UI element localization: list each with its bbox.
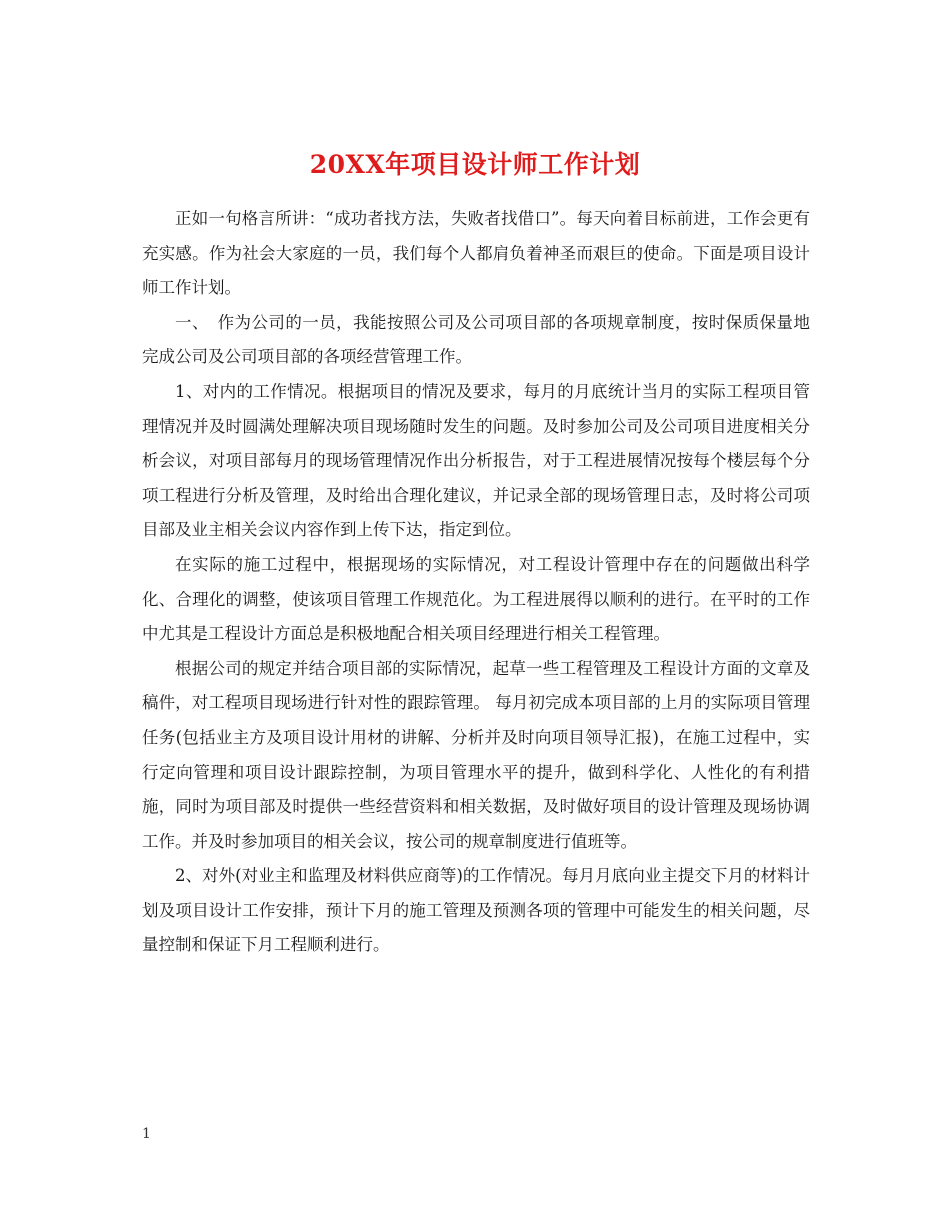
document-title: 20XX年项目设计师工作计划	[309, 149, 641, 179]
paragraph-internal-work: 1、对内的工作情况。根据项目的情况及要求，每月的月底统计当月的实际工程项目管理情况并及时圆满处理解决项目现场随时发生的问题。及时参加公司及公司项目进度相关分析会议，对项目部每月的现场管理情况作出分析报告，对于工程进展情况按每个楼层每个分项工程进行分析及管理，及时给出合理化建议，并记录全部的现场管理日志，及时将公司项目部及业主相关会议内容作到上传下达，指定到位。	[142, 381, 810, 540]
document-body	[142, 202, 810, 963]
paragraph-construction-process: 在实际的施工过程中，根据现场的实际情况，对工程设计管理中存在的问题做出科学化、合理化的调整，使该项目管理工作规范化。为工程进展得以顺利的进行。在平时的工作中尤其是工程设计方面总是积极地配合相关项目经理进行相关工程管理。	[142, 554, 810, 644]
page-number: 1	[142, 1126, 151, 1142]
paragraph-section-one: 一、 作为公司的一员，我能按照公司及公司项目部的各项规章制度，按时保质保量地完成公司及公司项目部的各项经营管理工作。	[142, 312, 810, 367]
paragraph-company-rules: 根据公司的规定并结合项目部的实际情况，起草一些工程管理及工程设计方面的文章及稿件，对工程项目现场进行针对性的跟踪管理。 每月初完成本项目部的上月的实际项目管理任务(包括业主方及项目设计用材的讲解、分析并及时向项目领导汇报)，在施工过程中，实行定向管理和项目设计跟踪控制，为项目管理水平的提升，做到科学化、人性化的有利措施，同时为项目部及时提供一些经营资料和相关数据，及时做好项目的设计管理及现场协调工作。并及时参加项目的相关会议，按公司的规章制度进行值班等。	[142, 658, 810, 851]
paragraph-intro: 正如一句格言所讲：“成功者找方法，失败者找借口”。每天向着目标前进，工作会更有充实感。作为社会大家庭的一员，我们每个人都肩负着神圣而艰巨的使命。下面是项目设计师工作计划。	[142, 209, 810, 298]
paragraph-external-work: 2、对外(对业主和监理及材料供应商等)的工作情况。每月月底向业主提交下月的材料计划及项目设计工作安排，预计下月的施工管理及预测各项的管理中可能发生的相关问题，尽量控制和保证下月工程顺利进行。	[142, 866, 810, 955]
